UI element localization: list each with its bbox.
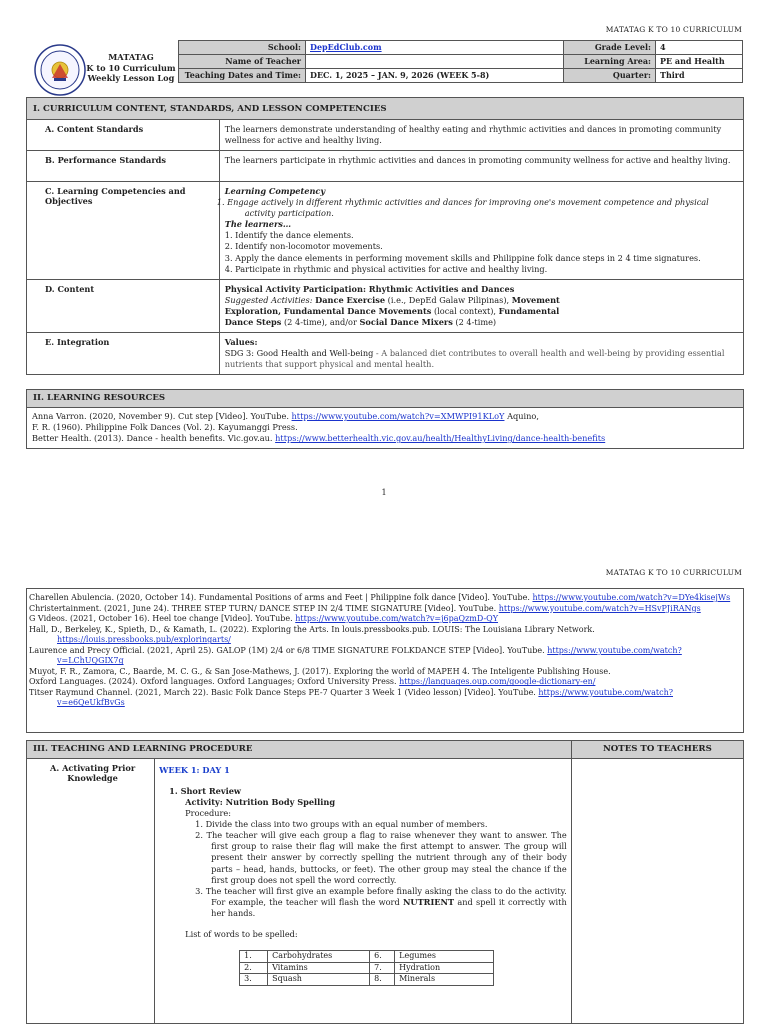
resource-item: Hall, D., Berkeley, K., Spieth, D., & Kamath, L. (2022). Exploring the Arts. In louis.pressbooks.pub. LOUIS: The Louisiana Library Network. https://louis.pressbooks.pub/exploringarts/ <box>29 624 595 645</box>
values-text: SDG 3: Good Health and Well-being - A balanced diet contributes to overall health and well-being by providing essential nutrients that support physical and mental health. <box>224 347 725 369</box>
objective-item: 1. Identify the dance elements. <box>224 230 354 241</box>
resource-link[interactable]: https://www.youtube.com/watch?v=j6paQzmD-QY <box>295 614 498 624</box>
resource-link[interactable]: https://louis.pressbooks.pub/exploringarts/ <box>57 635 231 645</box>
procedure-label: Procedure: <box>185 808 231 819</box>
resources-body <box>27 408 744 449</box>
integration-label: E. Integration <box>27 332 220 374</box>
quarter-value: Third <box>656 69 743 83</box>
procedure-step: 1. Divide the class into two groups with an equal number of members. <box>195 819 488 830</box>
competencies-body <box>216 182 743 280</box>
content-standards: The learners demonstrate understanding of healthy eating and rhythmic activities and dances in promoting community wellness for active and healthy living. <box>219 120 743 151</box>
procedure-step: 3. The teacher will first give an example before finally asking the class to do the activity. For example, the teacher will flash the word NUTRIENT and spell it correctly with her hands. <box>195 885 567 918</box>
quarter-label: Quarter: <box>564 69 656 83</box>
performance-standards: The learners participate in rhythmic activities and dances in promoting community wellness for active and healthy living. <box>219 151 743 182</box>
resource-item: Anna Varron. (2020, November 9). Cut step [Video]. YouTube. https://www.youtube.com/watch?v=XMWPI91KLoY Aquino, <box>32 411 539 421</box>
content-body <box>219 279 743 332</box>
resource-link[interactable]: https://www.betterhealth.vic.gov.au/health/HealthyLiving/dance-health-benefits <box>275 433 606 444</box>
prior-knowledge-label: A. Activating Prior Knowledge <box>27 759 155 1024</box>
procedure-steps <box>159 819 567 919</box>
resource-link[interactable]: https://www.youtube.com/watch?v=DYe4kisejWs <box>532 593 731 602</box>
grade-value: 4 <box>656 41 743 55</box>
resource-item: Better Health. (2013). Dance - health benefits. Vic.gov.au. https://www.betterhealth.vic.gov.au/health/HealthyLiving/dance-health-benefits <box>32 433 606 444</box>
resource-item: Titser Raymund Channel. (2021, March 22). Basic Folk Dance Steps PE-7 Quarter 3 Week 1 (Video lesson) [Video]. YouTube. https://www.youtube.com/watch?v=e6QeUkfBvGs <box>29 687 674 708</box>
teacher-label: Name of Teacher <box>179 55 306 69</box>
week-day-label: WEEK 1: DAY 1 <box>159 765 230 775</box>
area-label: Learning Area: <box>564 55 656 69</box>
content-standards-label: A. Content Standards <box>27 120 220 151</box>
header-table <box>178 40 743 83</box>
log-title: MATATAG K to 10 Curriculum Weekly Lesson Log <box>86 52 176 84</box>
content-label: D. Content <box>27 279 220 332</box>
notes-to-teachers-cell <box>571 759 743 1024</box>
teacher-value <box>306 55 564 69</box>
deped-seal-icon <box>34 44 86 96</box>
competency-item: 1. Engage actively in different rhythmic activities and dances for improving one's movement competence and physical activity participation. <box>216 197 709 219</box>
content-suggested: Suggested Activities: Dance Exercise (i.e., DepEd Galaw Pilipinas), Movement Exploration, Fundamental Dance Movements (local context), Fundamental Dance Steps (2 4-time), and/or Social Dance Mixers (2 4-time) <box>224 294 560 327</box>
resource-item: Christertainment. (2021, June 24). THREE STEP TURN/ DANCE STEP IN 2/4 TIME SIGNATURE [Video]. YouTube. https://www.youtube.com/watch?v=HSvPJiRANgs <box>29 603 701 613</box>
integration-body <box>219 332 743 374</box>
resource-link[interactable]: https://www.youtube.com/watch?v=LChUQGIX7g <box>57 645 682 666</box>
resource-link[interactable]: https://www.youtube.com/watch?v=XMWPI91KLoY <box>291 411 505 421</box>
running-header-page2: MATATAG K TO 10 CURRICULUM <box>605 568 742 577</box>
resources-continued <box>26 588 744 733</box>
dates-label: Teaching Dates and Time: <box>179 69 306 83</box>
objective-item: 2. Identify non-locomotor movements. <box>224 241 383 252</box>
resource-item: Muyot, F. R., Zamora, C., Baarde, M. C. G., & San Jose-Mathews, J. (2017). Exploring the world of MAPEH 4. The Inteligente Publishing House. <box>29 666 611 676</box>
word-list-table <box>239 950 494 986</box>
resource-item: Laurence and Precy Official. (2021, April 25). GALOP (1M) 2/4 or 6/8 TIME SIGNATURE FOLKDANCE STEP [Video]. YouTube. https://www.youtube.com/watch?v=LChUQGIX7g <box>29 645 682 666</box>
dates-value: DEC. 1, 2025 – JAN. 9, 2026 (WEEK 5-8) <box>306 69 564 83</box>
resources-table <box>26 389 744 449</box>
word-list-intro: List of words to be spelled: <box>185 928 298 939</box>
resource-item: Oxford Languages. (2024). Oxford languages. Oxford Languages; Oxford University Press. https://languages.oup.com/google-dictionary-en/ <box>29 677 596 687</box>
page-number: 1 <box>381 488 387 497</box>
running-header: MATATAG K TO 10 CURRICULUM <box>605 25 742 34</box>
resource-item: Charellen Abulencia. (2020, October 14). Fundamental Positions of arms and Feet | Philippine folk dance [Video]. YouTube. https://www.youtube.com/watch?v=DYe4kisejWs <box>29 593 731 602</box>
procedure-body <box>155 759 572 1024</box>
performance-standards-label: B. Performance Standards <box>27 151 220 182</box>
short-review: 1. Short Review <box>169 786 241 797</box>
word-row: 3. Squash 8. Minerals <box>240 974 494 986</box>
section1-title: I. CURRICULUM CONTENT, STANDARDS, AND LESSON COMPETENCIES <box>27 98 744 120</box>
area-value: PE and Health <box>656 55 743 69</box>
resource-link[interactable]: https://languages.oup.com/google-dictionary-en/ <box>399 677 596 687</box>
competencies-label: C. Learning Competencies and Objectives <box>27 182 220 280</box>
learners-heading: The learners… <box>224 219 292 230</box>
procedure-step: 2. The teacher will give each group a flag to raise whenever they want to answer. The first group to raise their flag will make the first attempt to answer. The group will present their answer by correctly spelling the nutrient through any of their body parts – head, hands, buttocks, or feet). The other group may steal the chance if the first group does not spell the word correctly. <box>195 830 567 885</box>
school-value <box>306 41 564 55</box>
resource-link[interactable]: https://www.youtube.com/watch?v=e6QeUkfBvGs <box>57 687 674 708</box>
resource-link[interactable]: https://www.youtube.com/watch?v=HSvPJiRANgs <box>498 603 701 613</box>
resource-item: G Videos. (2021, October 16). Heel toe change [Video]. YouTube. https://www.youtube.com/watch?v=j6paQzmD-QY <box>29 614 498 624</box>
content-title: Physical Activity Participation: Rhythmic Activities and Dances <box>224 283 515 294</box>
notes-title: NOTES TO TEACHERS <box>571 741 743 759</box>
procedure-table <box>26 740 744 1024</box>
curriculum-table <box>26 97 744 375</box>
word-row: 2. Vitamins 7. Hydration <box>240 962 494 974</box>
grade-label: Grade Level: <box>564 41 656 55</box>
objective-item: 3. Apply the dance elements in performing movement skills and Philippine folk dance steps in 2 4 time signatures. <box>224 252 701 263</box>
competency-heading: Learning Competency <box>224 186 326 197</box>
school-link[interactable]: DepEdClub.com <box>310 42 382 52</box>
section3-title: III. TEACHING AND LEARNING PROCEDURE <box>27 741 572 759</box>
objective-item: 4. Participate in rhythmic and physical activities for active and healthy living. <box>224 263 548 274</box>
section2-title: II. LEARNING RESOURCES <box>27 390 744 408</box>
resource-item: F. R. (1960). Philippine Folk Dances (Vol. 2). Kayumanggi Press. <box>32 422 298 433</box>
values-heading: Values: <box>224 336 258 347</box>
school-label: School: <box>179 41 306 55</box>
word-row: 1. Carbohydrates 6. Legumes <box>240 950 494 962</box>
activity-title: Activity: Nutrition Body Spelling <box>185 797 336 808</box>
